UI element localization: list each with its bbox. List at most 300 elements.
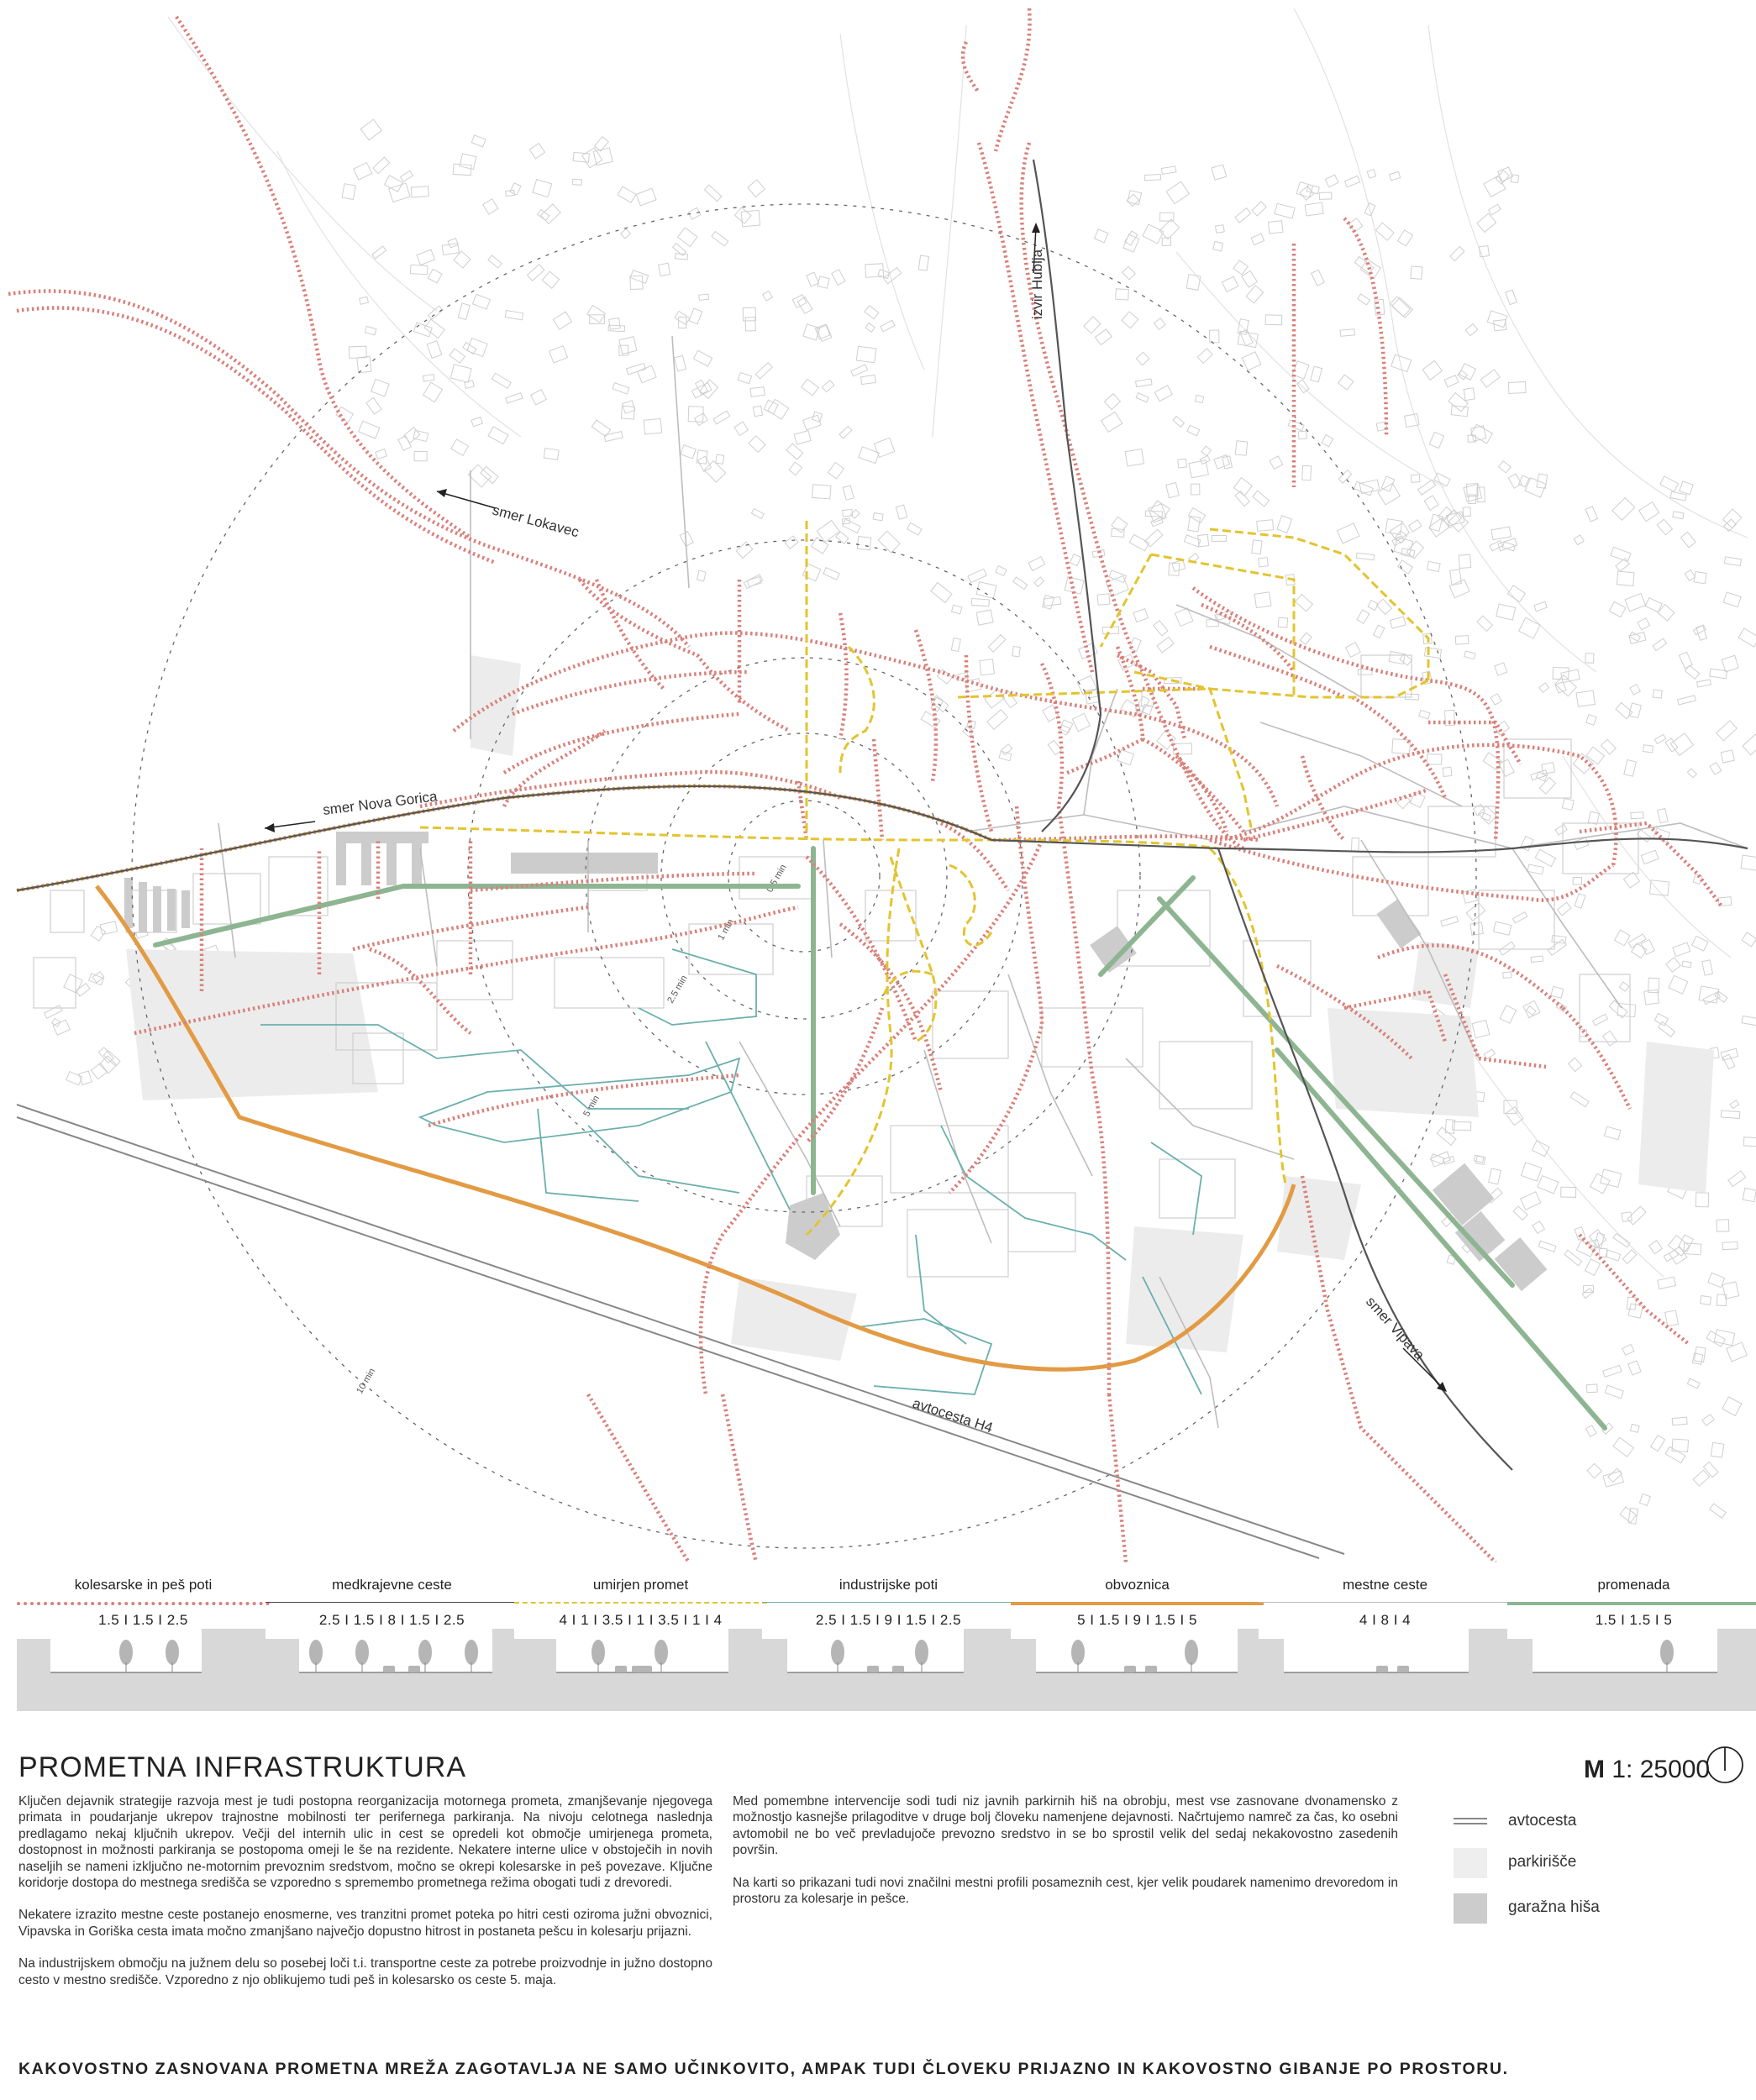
house-footprint [1702,1415,1714,1426]
house-footprint [1519,617,1540,638]
house-footprint [1641,940,1654,955]
house-footprint [1693,1470,1709,1486]
house-footprint [1605,1385,1623,1399]
house-footprint [1187,425,1200,435]
house-footprint [1664,1250,1678,1262]
house-footprint [1670,733,1693,756]
house-footprint [1145,529,1163,547]
house-footprint [1198,534,1209,547]
house-footprint [996,566,1007,576]
house-footprint [630,270,648,284]
house-footprint [1429,517,1449,537]
house-footprint [1723,509,1742,528]
profile-title: medkrajevne ceste [332,1577,452,1593]
house-footprint [802,379,819,396]
label-avtocesta-h4: avtocesta H4 [910,1394,996,1436]
house-footprint [738,373,751,384]
house-footprint [410,265,428,274]
house-footprint [636,188,656,206]
car-icon [408,1666,420,1672]
house-footprint [544,449,559,460]
house-footprint [1246,286,1263,303]
house-footprint [789,462,802,475]
house-footprint [1451,406,1468,417]
house-footprint [401,171,413,181]
house-footprint [1151,517,1163,527]
house-footprint [1129,638,1141,651]
house-footprint [1235,208,1251,223]
house-footprint [1697,680,1711,687]
house-footprint [736,542,753,558]
house-footprint [1493,921,1511,935]
house-footprint [1358,669,1372,675]
house-footprint [1503,972,1512,978]
house-footprint [1649,880,1669,896]
house-footprint [360,119,381,140]
house-footprint [1344,176,1359,186]
profile-line-symbol [762,1602,1015,1603]
house-footprint [1351,837,1359,851]
house-footprint [1613,1437,1633,1457]
house-footprint [454,251,471,268]
house-footprint [1722,1282,1739,1299]
house-footprint [704,185,721,202]
legend-label-avtocesta: avtocesta [1508,1812,1577,1830]
house-footprint [1144,175,1160,181]
profile-section-drawing [762,1629,1015,1711]
house-footprint [1012,647,1020,657]
label-smer-lokavec: smer Lokavec [490,501,581,541]
house-footprint [1349,218,1363,232]
house-footprint [1398,560,1413,574]
profile-title: kolesarske in peš poti [74,1577,213,1593]
house-footprint [1464,484,1482,501]
house-footprint [1484,176,1506,197]
house-footprint [1615,930,1631,946]
profile-title: umirjen promet [592,1577,689,1593]
house-footprint [1611,547,1631,561]
house-footprint [1338,470,1352,484]
house-footprint [1242,270,1258,287]
house-footprint [712,232,728,246]
house-footprint [1730,1100,1739,1109]
profile-dimensions: 1.5 I 1.5 I 5 [1595,1612,1673,1628]
ring-label-1: 1 min [716,917,737,942]
house-footprint [1463,507,1470,517]
tree-icon [831,1640,844,1665]
house-footprint [856,346,875,362]
house-footprint [1558,902,1571,916]
house-footprint [591,420,610,437]
profile-section-drawing [1011,1629,1264,1711]
house-footprint [1724,557,1741,566]
house-footprint [1112,517,1128,533]
house-footprint [1717,721,1737,741]
house-footprint [404,428,420,444]
house-footprint [1624,872,1640,888]
house-footprint [1608,1468,1622,1482]
house-footprint [803,415,821,430]
house-footprint [1441,916,1459,927]
house-footprint [1216,225,1225,234]
house-footprint [1551,986,1564,998]
house-footprint [828,463,844,479]
house-footprint [1585,654,1594,664]
house-footprint [1527,1006,1536,1016]
house-footprint [1253,491,1270,507]
house-footprint [1495,663,1507,675]
house-footprint [755,363,772,379]
house-footprint [1573,878,1581,885]
house-footprint [1722,655,1738,672]
house-footprint [1622,1250,1637,1264]
house-footprint [1233,260,1248,275]
house-footprint [604,432,623,442]
house-footprint [1665,1310,1679,1326]
house-footprint [764,400,778,414]
house-footprint [1692,1353,1702,1364]
house-footprint [1133,609,1149,622]
house-footprint [745,317,755,330]
street-profile [1259,1577,1512,1711]
house-footprint [1523,1000,1540,1017]
house-footprint [428,306,443,319]
house-footprint [823,568,839,580]
house-footprint [1680,532,1696,548]
house-footprint [1095,229,1108,243]
house-footprint [1464,388,1475,401]
house-footprint [1186,275,1201,291]
house-footprint [1319,192,1332,199]
house-footprint [1620,1507,1636,1522]
house-footprint [1470,922,1483,935]
house-footprint [1212,165,1227,180]
profile-line-symbol [1259,1602,1512,1603]
house-footprint [1721,1110,1739,1118]
house-footprint [865,306,879,319]
house-footprint [572,179,581,185]
house-footprint [713,411,730,424]
house-footprint [1378,483,1400,505]
house-footprint [1586,1425,1596,1436]
house-footprint [744,575,762,589]
house-footprint [1622,1344,1634,1355]
profile-line-symbol [514,1602,767,1604]
house-footprint [1654,1013,1668,1026]
house-footprint [1463,890,1478,904]
house-footprint [1538,1176,1559,1194]
house-footprint [1644,990,1659,1005]
house-footprint [1628,1361,1641,1375]
profile-dimensions: 4 I 1 I 3.5 I 1 I 3.5 I 1 I 4 [559,1612,723,1628]
house-footprint [689,308,702,324]
house-footprint [980,659,995,675]
house-footprint [372,246,386,259]
house-footprint [342,184,355,200]
house-footprint [1521,1163,1542,1181]
house-footprint [952,605,962,614]
house-footprint [533,180,552,197]
house-footprint [1743,1189,1756,1202]
house-footprint [697,570,707,581]
car-icon [1397,1666,1409,1672]
house-footprint [1429,514,1443,531]
house-footprint [807,272,819,286]
house-footprint [1358,294,1370,305]
house-footprint [1527,864,1543,874]
house-footprint [881,320,895,332]
house-footprint [1105,394,1121,410]
house-footprint [488,255,502,268]
house-footprint [1499,942,1515,955]
car-icon [1145,1666,1157,1672]
tree-icon [1071,1640,1085,1665]
house-footprint [1521,1192,1541,1210]
house-footprint [1616,559,1630,571]
house-footprint [1561,669,1580,683]
house-footprint [1300,633,1312,644]
house-footprint [1710,763,1722,775]
house-footprint [1254,592,1271,608]
profile-dimensions: 4 I 8 I 4 [1359,1612,1412,1628]
house-footprint [1701,1296,1711,1305]
description-column-2 [733,1793,1398,1923]
tree-icon [119,1640,133,1665]
profile-title: promenada [1597,1577,1670,1593]
house-footprint [1465,324,1478,336]
house-footprint [1490,694,1501,705]
house-footprint [1337,523,1359,543]
house-footprint [747,577,761,587]
house-footprint [1213,241,1223,251]
house-footprint [1235,441,1247,456]
footer-statement: KAKOVOSTNO ZASNOVANA PROMETNA MREŽA ZAGOTAVLJA NE SAMO UČINKOVITO, AMPAK TUDI ČLOVEKU PRIJAZNO IN KAKOVOSTNO GIBANJE PO PROSTORU. [18,2060,1509,2078]
paragraph: Na karti so prikazani tudi novi značilni mestni profili posameznih cest, kjer velik poudarek namenimo drevoredom in prostoru za kolesarje in pešce. [733,1875,1398,1907]
house-footprint [1743,734,1756,755]
house-footprint [471,417,482,427]
house-footprint [1125,449,1144,466]
profile-line-symbol [1011,1602,1264,1605]
house-footprint [1601,1169,1622,1187]
house-footprint [1034,577,1044,586]
house-footprint [1487,311,1507,328]
house-footprint [1233,478,1252,496]
house-footprint [621,228,631,238]
legend-label-parkirisce: parkirišče [1508,1853,1577,1871]
house-footprint [1489,1168,1501,1184]
house-footprint [786,444,803,459]
house-footprint [968,569,986,582]
house-footprint [659,263,670,276]
house-footprint [1710,1504,1726,1518]
house-footprint [873,513,883,521]
house-footprint [1464,651,1475,659]
house-footprint [1496,171,1509,184]
house-footprint [1429,432,1443,448]
house-footprint [1722,1397,1742,1415]
car-icon [1376,1666,1388,1672]
house-footprint [1587,1463,1601,1478]
house-footprint [1576,690,1595,706]
house-footprint [472,294,490,309]
house-footprint [1070,554,1081,566]
house-footprint [1630,1425,1639,1433]
house-footprint [1645,598,1662,612]
house-footprint [1427,754,1442,764]
house-footprint [1212,536,1226,542]
house-footprint [753,406,762,417]
promenades [155,848,1605,1428]
house-footprint [1496,604,1516,620]
house-footprint [349,346,366,358]
street-profile [762,1577,1015,1711]
house-footprint [749,436,765,453]
house-footprint [1741,855,1756,870]
house-footprint [451,439,469,455]
house-footprint [1116,289,1129,300]
house-footprint [1259,558,1269,567]
house-footprint [695,413,708,426]
north-arrow-icon [1706,1746,1744,1784]
house-footprint [1373,625,1384,638]
house-footprint [1561,1187,1576,1197]
house-footprint [865,323,875,333]
house-footprint [734,422,748,435]
house-footprint [818,276,829,288]
house-footprint [1708,1273,1725,1287]
house-footprint [1311,366,1322,382]
house-footprint [1612,498,1635,521]
house-footprint [541,204,561,223]
house-footprint [681,445,696,459]
house-footprint [1356,553,1374,559]
parking-legend-symbol [1454,1848,1487,1878]
car-icon [1124,1666,1136,1672]
house-footprint [483,199,498,214]
house-footprint [874,438,894,457]
industrial-roads [260,949,1201,1394]
house-footprint [542,271,559,288]
house-footprint [1161,166,1176,175]
house-footprint [453,164,471,176]
house-footprint [988,635,1005,652]
house-footprint [1214,455,1230,470]
house-footprint [1191,484,1200,495]
house-footprint [644,418,661,433]
house-footprint [1639,1494,1650,1505]
house-footprint [1694,572,1706,584]
house-footprint [951,638,960,652]
house-footprint [1424,648,1441,659]
house-footprint [918,255,928,270]
house-footprint [743,307,755,321]
house-footprint [839,426,852,438]
terrain-lines [168,8,1748,1277]
house-footprint [1641,850,1659,864]
house-footprint [1653,690,1662,698]
house-footprint [1628,934,1646,948]
house-footprint [1665,1446,1685,1462]
profile-section-drawing [17,1629,270,1711]
house-footprint [1533,1221,1544,1234]
house-footprint [1265,315,1282,325]
house-footprint [768,399,789,419]
house-footprint [1162,238,1170,245]
house-footprint [1197,349,1212,364]
house-footprint [1136,352,1149,365]
house-footprint [1477,616,1492,631]
house-footprint [1531,956,1543,963]
profile-title: mestne ceste [1342,1577,1428,1593]
house-footprint [1391,617,1406,628]
house-footprint [1627,1206,1646,1225]
profile-section-drawing [266,1629,518,1711]
house-footprint [851,365,868,376]
house-footprint [1418,480,1436,495]
house-footprint [1149,504,1166,522]
house-footprint [79,1071,92,1085]
calm-traffic-roads [17,521,1428,1235]
house-footprint [693,350,712,366]
house-footprint [1613,1234,1630,1247]
house-footprint [1624,760,1637,777]
house-footprint [678,228,697,247]
house-footprint [460,154,476,170]
house-footprint [1391,297,1411,316]
house-footprint [1391,354,1412,371]
house-footprint [1687,769,1696,778]
house-footprint [1419,711,1430,720]
house-footprint [1424,496,1438,510]
house-footprint [1367,170,1375,178]
house-footprint [817,521,839,543]
house-footprint [553,312,571,329]
house-footprint [1210,330,1219,343]
house-footprint [1096,329,1112,345]
house-footprint [1178,459,1187,468]
tree-icon [309,1640,323,1665]
house-footprint [1542,763,1555,774]
house-footprint [413,323,432,337]
house-footprint [618,186,636,202]
house-footprint [1312,270,1324,286]
house-footprint [1002,690,1017,707]
house-footprint [417,249,435,265]
house-footprint [53,1020,70,1035]
house-footprint [1702,960,1713,975]
house-footprint [1252,202,1266,216]
car-icon [640,1666,652,1672]
car-icon [615,1666,627,1672]
paragraph: Nekatere izrazito mestne ceste postanejo enosmerne, ves tranzitni promet poteka po hitri cesti oziroma južni obvoznici, Vipavska in Goriška cesta imata močno zmanjšano največjo dopustno hitrost in postaneta pešcu in kolesarju prijazni. [18,1908,712,1939]
house-footprint [1444,375,1459,387]
house-footprint [1296,595,1313,612]
house-footprint [1728,1171,1746,1186]
house-footprint [1136,393,1149,402]
house-footprint [448,239,458,248]
house-footprint [1340,329,1354,337]
scale-prefix: M [1584,1756,1605,1783]
house-footprint [675,355,686,370]
legend-label-garazna-hisa: garažna hiša [1508,1898,1600,1916]
motorway-legend-symbol [1454,1818,1487,1824]
house-footprint [1742,1016,1756,1026]
house-footprint [1449,580,1469,598]
house-footprint [1101,412,1122,432]
profile-section-drawing [1507,1629,1756,1711]
house-footprint [366,397,381,414]
house-footprint [428,269,442,283]
